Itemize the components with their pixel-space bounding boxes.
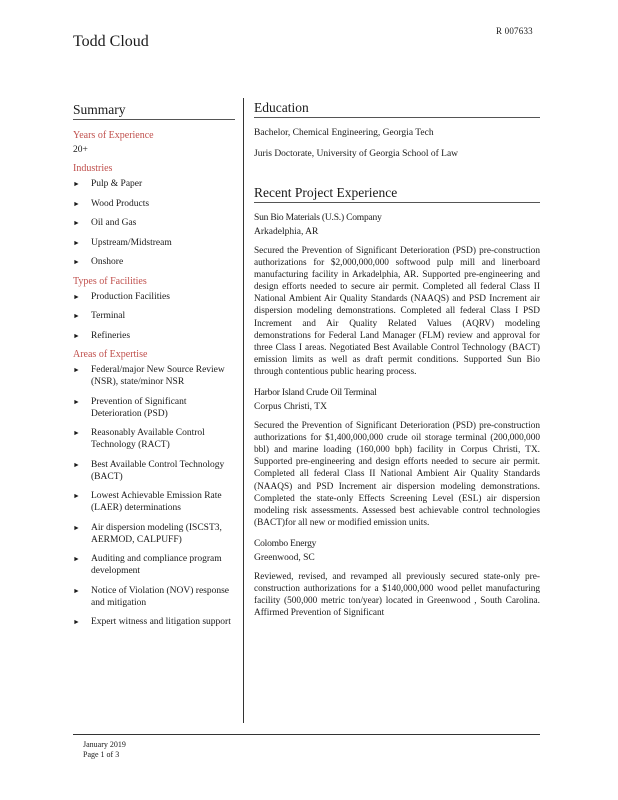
list-item: ► Air dispersion modeling (ISCST3, AERMOD, CALPUFF) xyxy=(73,522,222,545)
list-item: ► Wood Products xyxy=(73,198,150,209)
project-location: Arkadelphia, AR xyxy=(254,227,319,237)
footer-rule xyxy=(73,734,540,735)
project-company: Colombo Energy xyxy=(254,538,317,549)
education-heading: Education xyxy=(254,100,540,118)
education-item: Juris Doctorate, University of Georgia School of Law xyxy=(254,149,459,159)
summary-column xyxy=(73,102,235,636)
list-item: ► Pulp & Paper xyxy=(73,179,143,189)
list-item: ► Federal/major New Source Review (NSR), state/minor NSR xyxy=(73,365,225,387)
summary-heading: Summary xyxy=(73,102,235,120)
bullet-icon: ► xyxy=(73,331,80,340)
bullet-icon: ► xyxy=(73,397,80,406)
bullet-icon: ► xyxy=(73,219,80,227)
bullet-icon: ► xyxy=(73,523,80,532)
bullet-icon: ► xyxy=(73,492,80,500)
project-company: Harbor Island Crude Oil Terminal xyxy=(254,388,377,399)
bullet-icon: ► xyxy=(73,312,80,320)
project-location: Greenwood, SC xyxy=(254,552,315,563)
list-item: ► Best Available Control Technology (BACT) xyxy=(73,459,225,482)
industries-label: Industries xyxy=(73,163,113,174)
bullet-icon: ► xyxy=(73,199,80,208)
project-location: Corpus Christi, TX xyxy=(254,402,327,413)
bullet-icon: ► xyxy=(73,429,80,437)
footer-date: January 2019 xyxy=(83,740,126,749)
projects-heading: Recent Project Experience xyxy=(254,185,540,203)
main-column xyxy=(254,100,540,619)
list-item: ► Reasonably Available Control Technology (RACT) xyxy=(73,428,205,450)
list-item: ► Upstream/Midstream xyxy=(73,237,172,248)
expertise-list xyxy=(73,364,235,628)
bullet-icon: ► xyxy=(73,586,80,595)
facilities-list xyxy=(73,291,235,342)
years-label: Years of Experience xyxy=(73,130,154,141)
list-item: ► Auditing and compliance program development xyxy=(73,554,222,576)
bullet-icon: ► xyxy=(73,555,80,563)
bullet-icon: ► xyxy=(73,618,80,626)
bullet-icon: ► xyxy=(73,292,80,301)
list-item: ► Production Facilities xyxy=(73,291,170,302)
column-divider xyxy=(243,98,244,723)
list-item: ► Onshore xyxy=(73,257,124,267)
candidate-name: Todd Cloud xyxy=(73,33,149,50)
bullet-icon: ► xyxy=(73,180,80,188)
list-item: ► Refineries xyxy=(73,330,131,341)
footer xyxy=(83,740,126,760)
list-item: ► Expert witness and litigation support xyxy=(73,617,231,627)
bullet-icon: ► xyxy=(73,258,80,266)
list-item: ► Oil and Gas xyxy=(73,218,137,228)
project-description: Reviewed, revised, and revamped all previously secured state-only pre-construction authorizations for a $140,000,000 wood pellet manufacturing facility (500,000 metric ton/year) located in Greenwood , South Carolina. Affirmed Prevention of Significant xyxy=(254,571,540,619)
footer-page: Page 1 of 3 xyxy=(83,750,120,759)
list-item: ► Terminal xyxy=(73,311,126,321)
project-description: Secured the Prevention of Significant Deterioration (PSD) pre-construction authorizations for $2,000,000,000 softwood pulp mill and linerboard manufacturing facility in Arkadelphia, AR. Supported pre-engineering and design efforts needed to secure air permit. Completed all federal Class II National Ambient Air Quality Standards (NAAQS) and PSD Increment air dispersion modeling demonstrations. Completed all federal Class I PSD Increment and Air Quality Related Values (AQRV) modeling demonstrations for Federal Land Manager (FLM) review and approval for three Class I areas. Negotiated Best Available Control Technology (BACT) emission limits as well as draft permit conditions. Supported Sun Bio through contentious public hearing process. xyxy=(254,246,540,377)
expertise-label: Areas of Expertise xyxy=(73,349,148,360)
facilities-label: Types of Facilities xyxy=(73,275,147,287)
project-company: Sun Bio Materials (U.S.) Company xyxy=(254,213,382,223)
education-item: Bachelor, Chemical Engineering, Georgia Tech xyxy=(254,128,434,138)
list-item: ► Prevention of Significant Deterioration (PSD) xyxy=(73,396,187,419)
bullet-icon: ► xyxy=(73,366,80,374)
bates-number: R 007633 xyxy=(496,26,533,36)
industries-list xyxy=(73,178,235,268)
list-item: ► Lowest Achievable Emission Rate (LAER) determinations xyxy=(73,491,222,513)
project-description: Secured the Prevention of Significant Deterioration (PSD) pre-construction authorizations for $1,400,000,000 crude oil storage terminal (200,000,000 bbl) and marine loading (160,000 bph) facility in Corpus Christi, TX. Supported pre-engineering and design efforts needed to secure air permit. Completed all federal Class II National Ambient Air Quality Standards (NAAQS) and PSD Increment air dispersion modeling demonstrations. Completed the state-only Effects Screening Level (ESL) air dispersion modeling risk assessments. Assessed best achievable control technologies (BACT)for all new or modified emission units. xyxy=(254,421,540,528)
bullet-icon: ► xyxy=(73,238,80,247)
bullet-icon: ► xyxy=(73,460,80,469)
years-value: 20+ xyxy=(73,145,88,155)
list-item: ► Notice of Violation (NOV) response and mitigation xyxy=(73,585,230,608)
